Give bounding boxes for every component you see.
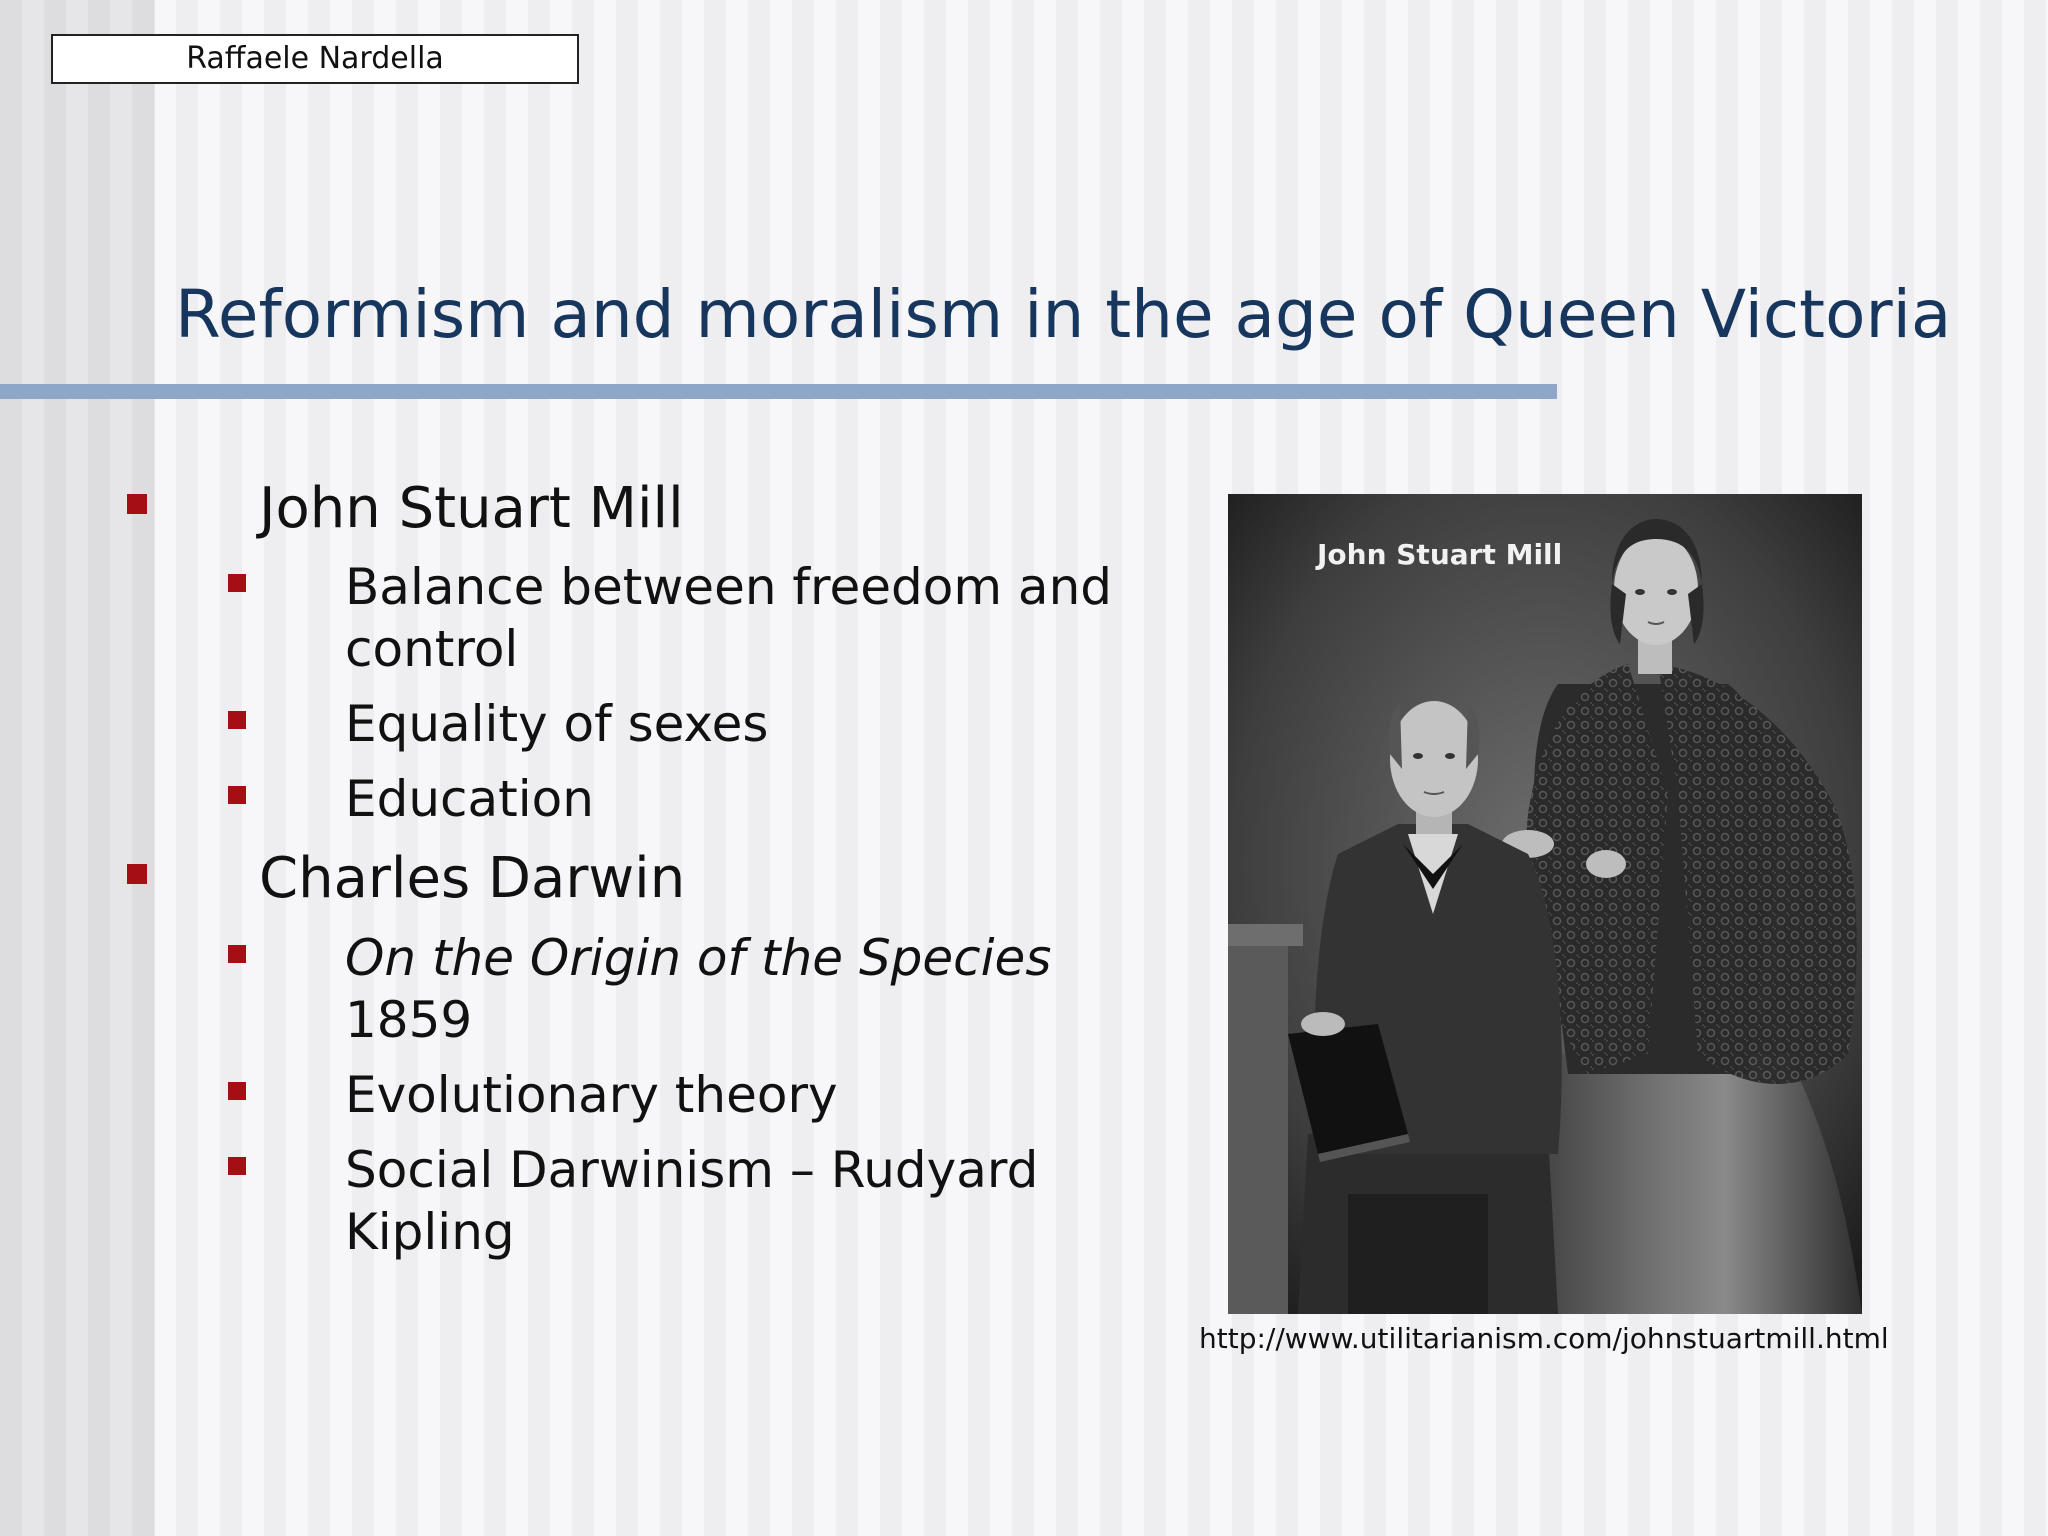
bullet-text: On the Origin of the Species bbox=[345, 929, 1052, 987]
bullet-square-icon bbox=[127, 494, 147, 514]
bullet-text-continued: control bbox=[345, 620, 519, 678]
bullet-text: Balance between freedom and bbox=[345, 558, 1112, 616]
bullet-text-continued: Kipling bbox=[345, 1203, 515, 1261]
bullet-square-icon bbox=[228, 945, 246, 963]
author-label: Raffaele Nardella bbox=[51, 34, 579, 84]
bullet-text-continued: 1859 bbox=[345, 991, 473, 1049]
portrait-photo bbox=[1228, 494, 1862, 1314]
title-underline bbox=[0, 384, 1557, 399]
photo-caption: John Stuart Mill bbox=[1317, 538, 1563, 571]
bullet-square-icon bbox=[127, 864, 147, 884]
bullet-text: Equality of sexes bbox=[345, 695, 769, 753]
image-source-url: http://www.utilitarianism.com/johnstuartmill.html bbox=[1199, 1322, 1889, 1355]
bullet-text: Social Darwinism – Rudyard bbox=[345, 1141, 1039, 1199]
bullet-text: John Stuart Mill bbox=[259, 476, 684, 541]
bullet-square-icon bbox=[228, 786, 246, 804]
portrait-illustration bbox=[1228, 494, 1862, 1314]
bullet-square-icon bbox=[228, 1082, 246, 1100]
bullet-text: Evolutionary theory bbox=[345, 1066, 838, 1124]
slide-title: Reformism and moralism in the age of Queen Victoria bbox=[175, 276, 1952, 353]
bullet-text: Charles Darwin bbox=[259, 846, 686, 911]
bullet-text: Education bbox=[345, 770, 594, 828]
bullet-square-icon bbox=[228, 574, 246, 592]
bullet-square-icon bbox=[228, 711, 246, 729]
bullet-square-icon bbox=[228, 1157, 246, 1175]
